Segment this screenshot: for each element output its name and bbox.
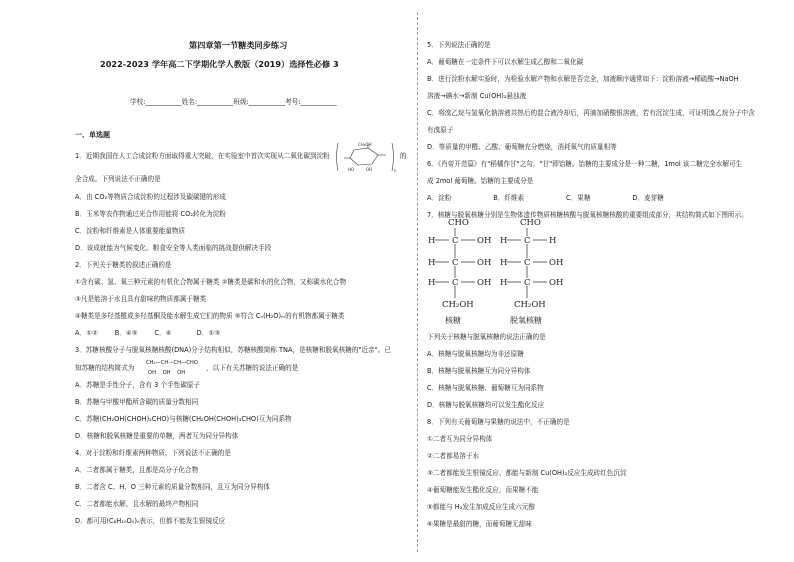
bracket-left [337,143,339,171]
q3-option-c: C．苏糖(CH₂OH(CHOH)₂CHO)与核糖(CH₂OH(CHOH)₃CHO)互为同系物 [75,415,292,423]
svg-text:HO: HO [348,167,355,172]
ribose-oh2: OH [477,258,492,268]
deoxyribose-c1: C [524,236,531,246]
q4-stem: 4．对于淀粉和纤维素两种物质，下列说法不正确的是 [75,449,231,457]
column-divider [417,12,418,552]
worksheet-title: 第四章第一节糖类同步练习 [189,40,288,50]
q3-stem-tail: ，以下有关苏糖的说法正确的是 [206,364,299,372]
q2-item-2: ③凡是能溶于水且具有甜味的物质都属于糖类 [75,295,207,303]
deoxyribose-h2: H [500,258,508,268]
q3-stem: 3．苏糖核酸分子与脱氧核糖核酸(DNA)分子结构相似，苏糖核酸简称 TNA，是核糖和脱氧核糖的"近亲"。已 [75,346,391,354]
q1-option-b: B．玉米等农作物通过光合作用能将 CO₂转化为淀粉 [75,210,226,218]
deoxyribose-ch2oh: CH₂OH [514,300,546,310]
deoxyribose-oh2: OH [549,258,564,268]
q3-option-a: A．苏糖是手性分子，含有 3 个手性碳原子 [75,381,200,389]
svg-text:CH₂OH: CH₂OH [358,142,372,147]
q6-stem: 6．《肖帝开范篇》有"稻橘作甘"之句，"甘"即饴糖。饴糖的主要成分是一种二糖，1mol 该二糖完全水解可生 [427,160,743,168]
q8-item-5: ⑤都能与 H₂发生加成反应生成六元醇 [427,503,535,511]
structure-bonds [427,218,567,328]
ribose-oh1: OH [477,236,492,246]
q1-stem-cont: 全合成。下列说法不正确的是 [75,175,161,183]
q3-option-b: B．苏糖与甲酸甲酯所含碳的质量分数相同 [75,398,199,406]
q7-option-b: B．核糖与脱氧核糖互为同分异构体 [427,367,531,375]
q8-item-1: ①二者互为同分异构体 [427,435,493,443]
section-heading: 一、单选题 [75,131,110,139]
ring [350,148,378,165]
q5-option-b: B．进行淀粉水解实验时，为检验水解产物和水解是否完全，加液顺序通常如下：淀粉溶液→稀硫酸→NaOH [427,75,739,83]
q1-option-a: A．由 CO₂等物质合成淀粉的过程涉及碳碳键的形成 [75,193,226,201]
q3-stem-cont: 知苏糖的结构简式为 [75,364,135,372]
q4-option-a: A．二者都属于糖类，且都是高分子化合物 [75,466,199,474]
q2-options: A．①② B．④⑤ C．④ D．①③ [75,329,221,337]
deoxyribose-cho: CHO [520,218,541,228]
q6-stem-cont: 成 2mol 葡萄糖。饴糖的主要成分是 [427,177,534,185]
deoxyribose-label: 脱氧核糖 [510,316,542,325]
deoxyribose-h1: H [500,236,508,246]
deoxyribose-h3: H [500,278,508,288]
worksheet-subtitle: 2022-2023 学年高二下学期化学人教版（2019）选择性必修 3 [100,59,339,69]
deoxyribose-oh3: OH [549,278,564,288]
q7-option-c: C．核糖与脱氧核糖、葡萄糖互为同系物 [427,384,544,392]
q4-option-d: D．都可用(C₆H₁₀O₅)ₙ表示，但都不能发生银镜反应 [75,517,226,525]
q1-stem-tail: 的 [400,152,407,160]
deoxyribose-h1b: H [549,236,557,246]
starch-structure-image [334,141,400,173]
q8-item-6: ⑥果糖是最甜的糖，而葡萄糖无甜味 [427,520,532,528]
q2-stem: 2．下列关于糖类的叙述正确的是 [75,261,172,269]
q1-stem: 1．近期我国在人工合成淀粉方面取得重大突破，在实验室中首次实现从二氧化碳到淀粉 [75,152,330,160]
q1-option-d: D．该成就能为气候变化、粮食安全等人类面临的挑战提供解决手段 [75,244,272,252]
svg-text:OH: OH [366,167,373,172]
q4-option-c: C．二者都能水解，且水解的最终产物相同 [75,500,199,508]
q6-options: A．淀粉 B．纤维素 C．果糖 D．麦芽糖 [427,194,664,202]
q7-option-a: A．核糖与脱氧核糖均为非还原糖 [427,350,524,358]
q8-item-3: ③二者都能发生银镜反应、都能与新制 Cu(OH)₂反应生成砖红色沉淀 [427,469,627,477]
ribose-label: 核糖 [445,316,461,325]
q7-question: 下列关于核糖与脱氧核糖的说法正确的是 [427,333,546,341]
bracket-right [392,143,394,171]
ribose-ch2oh: CH₂OH [442,300,474,310]
q7-option-d: D．核糖与脱氧核糖均可以发生酯化反应 [427,401,545,409]
ribose-c1: C [452,236,459,246]
q3-option-d: D．核糖和脱氧核糖是重要的单糖，两者互为同分异构体 [75,432,239,440]
ribose-h1: H [428,236,436,246]
threose-structure-bottom: OH OH OH [148,370,186,376]
ribose-c2: C [452,258,459,268]
ribose-h2: H [428,258,436,268]
q2-item-1: ①含有碳、氢、氧三种元素的有机化合物属于糖类 ②糖类是碳和水的化合物，又称碳水化合物 [75,278,347,286]
q8-item-4: ④葡萄糖能发生酯化反应，而果糖不能 [427,486,539,494]
ribose-c3: C [452,278,459,288]
q5-option-c-cont: 有溴原子 [427,126,454,134]
q5-option-c: C．将溴乙烷与氢氧化钠溶液共热后的混合液冷却后，再滴加硝酸银溶液，若有沉淀生成，可证明溴乙烷分子中含 [427,109,755,117]
q5-option-d: D．等质量的甲醛、乙酸、葡萄糖充分燃烧，消耗氧气的质量相等 [427,143,617,151]
q5-stem: 5．下列说法正确的是 [427,41,491,49]
q8-item-2: ②二者都易溶于水 [427,452,480,460]
q2-item-3: ④糖类是多羟基醛或多羟基酮及能水解生成它们的物质 ⑤符合 Cₙ(H₂O)ₘ的有机物都属于糖类 [75,312,345,320]
q5-option-b-cont: 溶液→碘水→新制 Cu(OH)₂悬浊液 [427,92,527,100]
q5-option-a: A．葡萄糖在一定条件下可以水解生成乙醇和二氧化碳 [427,58,584,66]
deoxyribose-c2: C [524,258,531,268]
q7-stem: 7．核糖与脱氧核糖分别是生物体遗传物质核糖核酸与脱氧核糖核酸的重要组成部分，其结构简式如下图所示。 [427,211,748,219]
deoxyribose-c3: C [524,278,531,288]
q1-option-c: C．淀粉和纤维素是人体重要能量物质 [75,227,186,235]
svg-text:n: n [394,168,397,173]
q4-option-b: B．二者含 C、H、O 三种元素的质量分数相同，且互为同分异构体 [75,483,270,491]
threose-structure-top: CH₂—CH—CH—CHO [146,360,198,366]
ribose-cho: CHO [448,218,469,228]
ribose-oh3: OH [477,278,492,288]
student-info-line: 学校:___________姓名:___________班级:___________考号:___________ [130,98,337,106]
q8-stem: 8．下列有关葡萄糖与果糖的说法中，不正确的是 [427,418,570,426]
ribose-h3: H [428,278,436,288]
